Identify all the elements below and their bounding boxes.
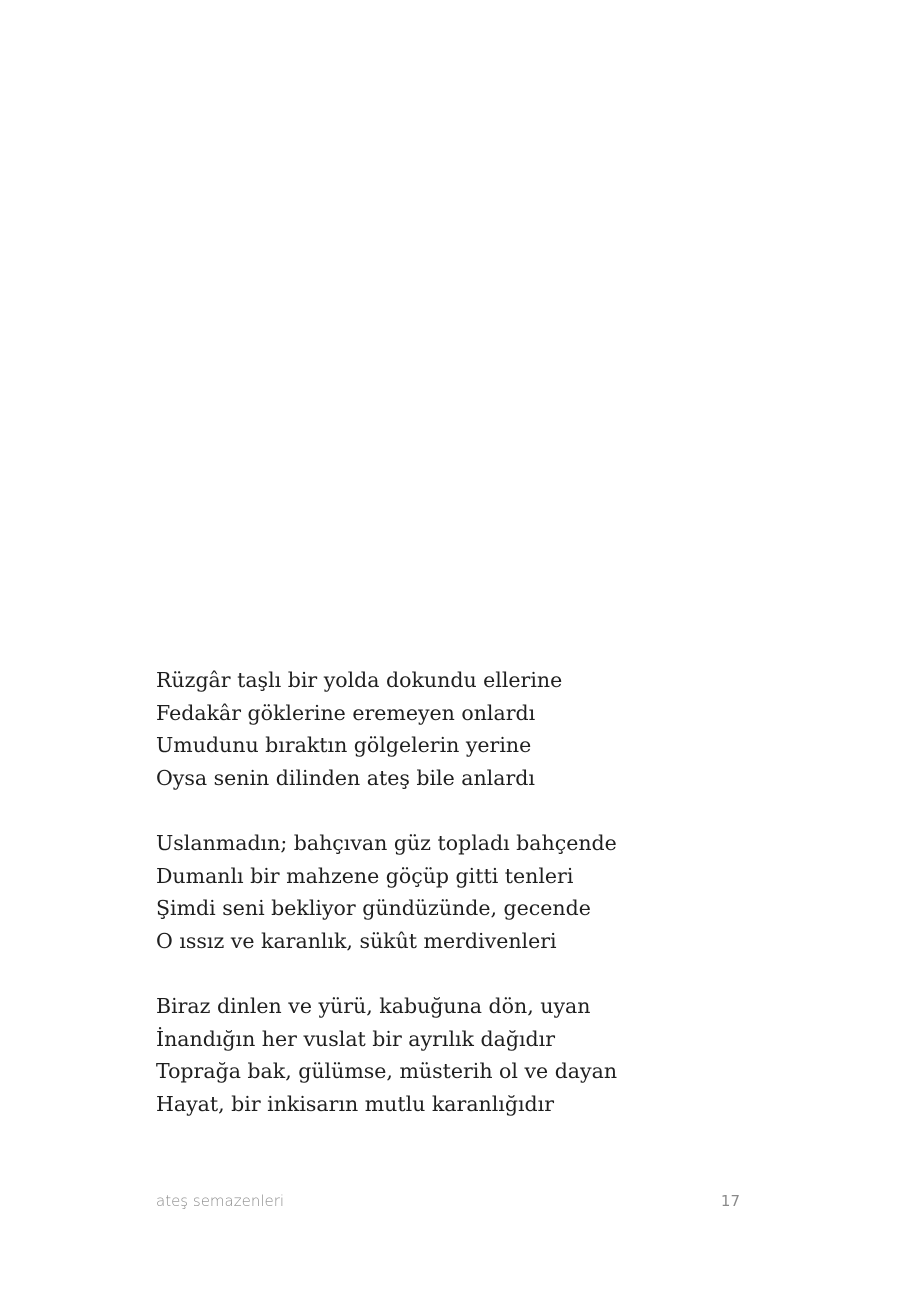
- poem: [156, 664, 776, 1120]
- page-number: 17: [720, 1192, 740, 1210]
- poem-line: Hayat, bir inkisarın mutlu karanlığıdır: [156, 1091, 555, 1116]
- poem-line: Uslanmadın; bahçıvan güz topladı bahçende: [156, 830, 617, 855]
- poem-line: O ıssız ve karanlık, sükût merdivenleri: [156, 928, 557, 953]
- poem-line: Toprağa bak, gülümse, müsterih ol ve dayan: [156, 1059, 618, 1084]
- poem-line: Fedakâr göklerine eremeyen onlardı: [156, 700, 536, 725]
- stanza-3: [156, 990, 776, 1120]
- footer-book-title: ateş semazenleri: [156, 1192, 285, 1210]
- poem-line: Biraz dinlen ve yürü, kabuğuna dön, uyan: [156, 993, 591, 1018]
- poem-line: Dumanlı bir mahzene göçüp gitti tenleri: [156, 863, 574, 888]
- poem-line: Umudunu bıraktın gölgelerin yerine: [156, 733, 532, 758]
- poem-line: Oysa senin dilinden ateş bile anlardı: [156, 765, 535, 790]
- poem-line: Şimdi seni bekliyor gündüzünde, gecende: [156, 896, 591, 921]
- stanza-1: [156, 664, 776, 794]
- poem-line: Rüzgâr taşlı bir yolda dokundu ellerine: [156, 668, 563, 692]
- poem-line: İnandığın her vuslat bir ayrılık dağıdır: [156, 1026, 555, 1051]
- stanza-2: [156, 827, 776, 957]
